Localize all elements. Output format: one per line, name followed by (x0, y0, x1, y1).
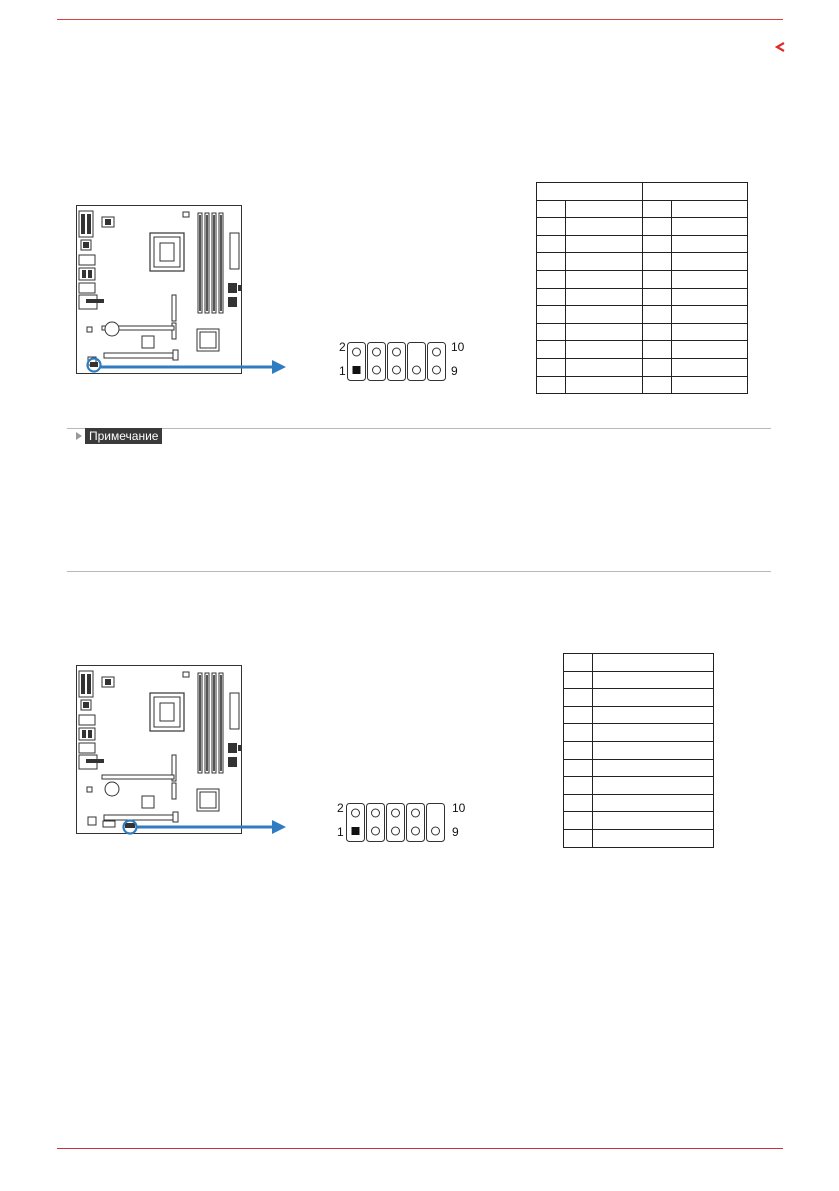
table-row (537, 253, 748, 271)
table-row (537, 376, 748, 394)
note-tab (76, 428, 162, 444)
note-arrow-icon (76, 432, 82, 440)
table-row (564, 724, 714, 742)
table-row (537, 200, 748, 218)
table-row (564, 654, 714, 672)
table-header-row (537, 183, 748, 201)
motherboard-diagram-2 (76, 665, 291, 840)
table-row (537, 235, 748, 253)
pin-label-9: 9 (451, 364, 458, 378)
table-row (564, 759, 714, 777)
table-row (537, 358, 748, 376)
note-bottom-divider (67, 571, 771, 572)
table-row (564, 689, 714, 707)
table-row (564, 777, 714, 795)
pin-header-diagram-2 (346, 803, 450, 843)
chevron-left-icon[interactable] (773, 40, 787, 54)
pin-label-1: 1 (337, 825, 344, 839)
table-row (564, 794, 714, 812)
bottom-divider (57, 1148, 783, 1149)
pin-label-10: 10 (452, 801, 466, 815)
table-row (537, 218, 748, 236)
table-row (564, 706, 714, 724)
motherboard-diagram-1 (76, 205, 291, 380)
pin-table-2 (563, 653, 714, 848)
pin-label-1: 1 (339, 364, 346, 378)
table-row (537, 323, 748, 341)
table-row (537, 288, 748, 306)
pin-header-diagram-1 (347, 342, 451, 382)
pin-table-1 (536, 182, 748, 394)
note-top-divider (67, 428, 771, 429)
table-row (537, 341, 748, 359)
table-row (564, 671, 714, 689)
top-divider (57, 19, 783, 20)
table-row (537, 270, 748, 288)
pin-label-2: 2 (337, 801, 344, 815)
pin-label-2: 2 (339, 340, 346, 354)
table-row (564, 741, 714, 759)
table-row (564, 812, 714, 830)
pin-label-10: 10 (451, 340, 465, 354)
table-row (564, 829, 714, 847)
table-row (537, 306, 748, 324)
note-label: Примечание (85, 428, 162, 444)
pin-label-9: 9 (452, 825, 459, 839)
